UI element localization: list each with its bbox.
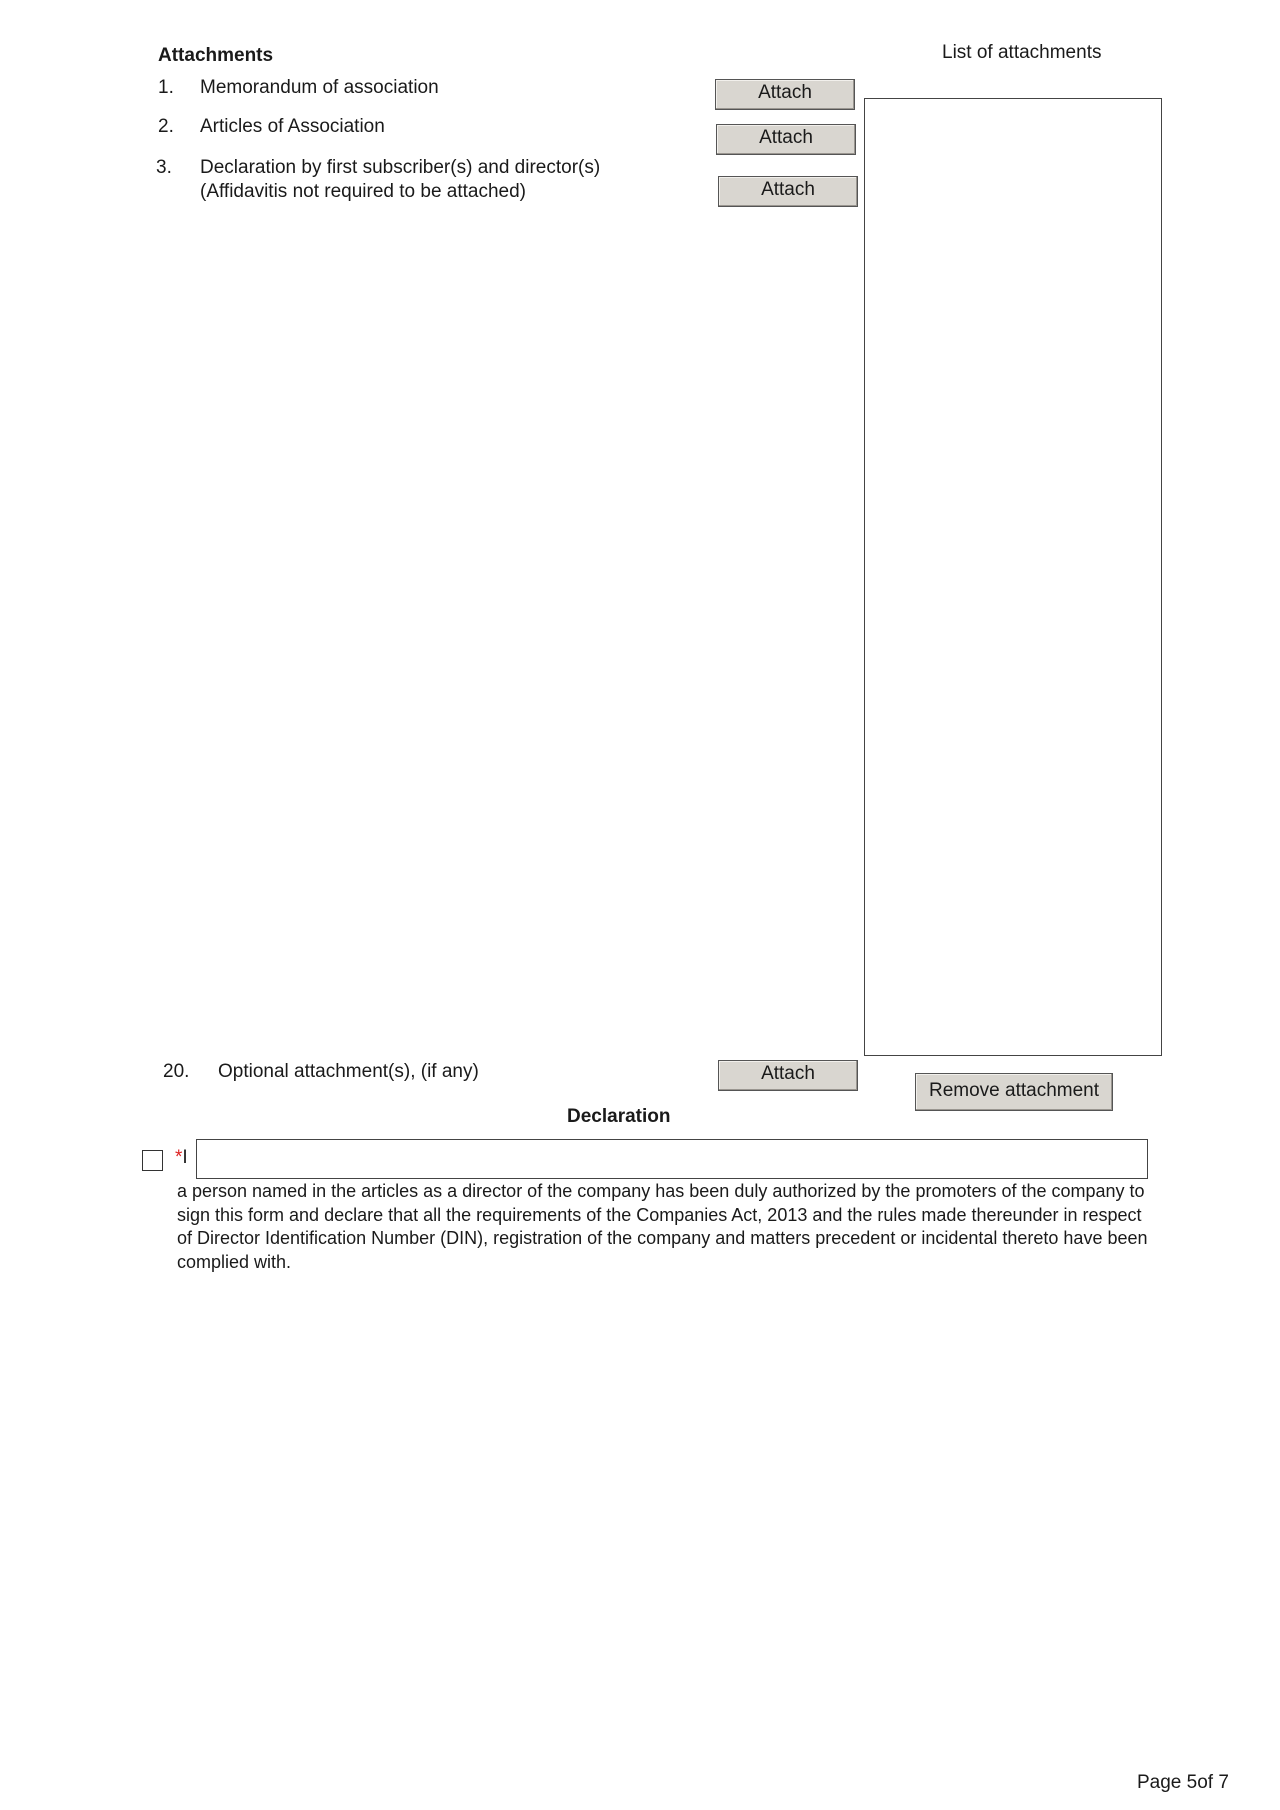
optional-attachment-label: Optional attachment(s), (if any)	[218, 1061, 479, 1082]
articles-label: Articles of Association	[200, 116, 385, 137]
attachment-item-number: 2.	[158, 116, 174, 137]
attachments-heading: Attachments	[158, 45, 274, 66]
page-number: Page 5of 7	[1137, 1772, 1229, 1793]
attachments-listbox[interactable]	[864, 98, 1162, 1056]
attach-articles-button[interactable]: Attach	[716, 124, 856, 155]
attachment-item-number: 1.	[158, 77, 174, 98]
remove-attachment-button[interactable]: Remove attachment	[915, 1073, 1113, 1111]
list-of-attachments-label: List of attachments	[942, 42, 1102, 63]
declarant-name-field[interactable]	[196, 1139, 1148, 1179]
affidavits-note: (Affidavitis not required to be attached)	[200, 181, 527, 202]
attach-declaration-button[interactable]: Attach	[718, 176, 858, 207]
optional-attachment-number: 20.	[163, 1061, 190, 1082]
declaration-subscribers-label: Declaration by first subscriber(s) and director(s)	[200, 157, 601, 178]
required-marker: *	[175, 1147, 183, 1168]
attachment-item-number: 3.	[156, 157, 172, 178]
attach-memorandum-button[interactable]: Attach	[715, 79, 855, 110]
declaration-i-label: I	[182, 1147, 188, 1168]
declaration-text: a person named in the articles as a director of the company has been duly authorized by the promoters of the company to sign this form and declare that all the requirements of the Companies Act, 2013 and the rules made thereunder in respect of Director Identification Number (DIN), registration of the company and matters precedent or incidental thereto have been complied with.	[177, 1181, 1148, 1272]
memorandum-label: Memorandum of association	[200, 77, 439, 98]
declaration-heading: Declaration	[567, 1106, 671, 1127]
attach-optional-button[interactable]: Attach	[718, 1060, 858, 1091]
declaration-prefix	[175, 1147, 188, 1169]
declaration-checkbox[interactable]	[142, 1150, 163, 1171]
